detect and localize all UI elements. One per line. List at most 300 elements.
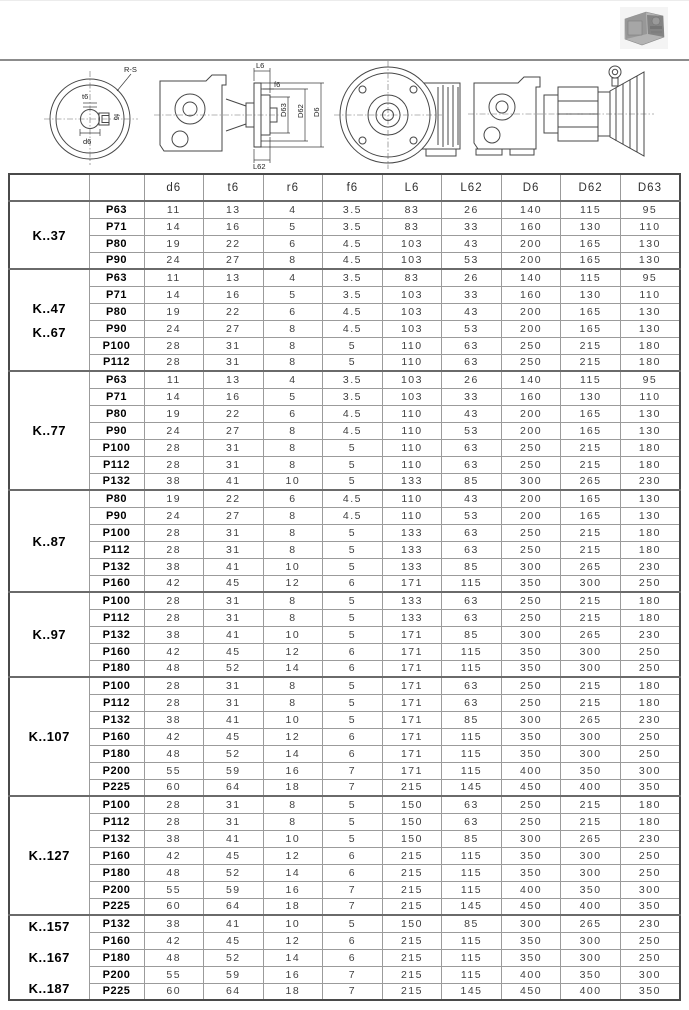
dimension-value-cell: 103: [382, 303, 442, 320]
dimension-value-cell: 165: [561, 303, 621, 320]
dimension-value-cell: 13: [204, 371, 264, 388]
motor-size-cell: P71: [89, 218, 144, 235]
dimension-value-cell: 350: [561, 881, 621, 898]
gear-unit-group-label: K..67: [32, 324, 67, 340]
dimension-value-cell: 3.5: [323, 201, 383, 218]
dimension-value-cell: 19: [144, 405, 204, 422]
dimension-value-cell: 250: [620, 728, 680, 745]
dimension-value-cell: 31: [204, 541, 264, 558]
dimensions-table: [8, 173, 681, 1001]
table-row: [9, 949, 680, 966]
table-row: [9, 439, 680, 456]
dimensions-table-body: [9, 201, 680, 1000]
dimension-value-cell: 215: [561, 541, 621, 558]
motor-size-cell: P200: [89, 762, 144, 779]
dimension-value-cell: 48: [144, 745, 204, 762]
dimension-value-cell: 215: [382, 847, 442, 864]
dimension-value-cell: 171: [382, 728, 442, 745]
table-row: [9, 286, 680, 303]
dimension-value-cell: 28: [144, 337, 204, 354]
dimension-value-cell: 115: [442, 847, 502, 864]
header-blank-group-cell: [9, 174, 89, 201]
dimension-value-cell: 165: [561, 405, 621, 422]
dimension-value-cell: 63: [442, 609, 502, 626]
dimension-value-cell: 27: [204, 422, 264, 439]
dimension-value-cell: 171: [382, 677, 442, 694]
dimension-value-cell: 8: [263, 813, 323, 830]
dimension-value-cell: 215: [561, 694, 621, 711]
dimension-value-cell: 115: [442, 949, 502, 966]
table-row: [9, 201, 680, 218]
dimension-value-cell: 95: [620, 371, 680, 388]
dimension-value-cell: 200: [501, 507, 561, 524]
dimension-value-cell: 18: [263, 779, 323, 796]
dimension-value-cell: 28: [144, 796, 204, 813]
dimension-value-cell: 24: [144, 252, 204, 269]
dimension-value-cell: 230: [620, 626, 680, 643]
dimension-value-cell: 171: [382, 660, 442, 677]
dimension-value-cell: 38: [144, 711, 204, 728]
dimension-value-cell: 300: [561, 745, 621, 762]
motor-size-cell: P71: [89, 286, 144, 303]
motor-size-cell: P100: [89, 337, 144, 354]
dimension-value-cell: 110: [382, 456, 442, 473]
dimension-value-cell: 250: [501, 337, 561, 354]
dimension-value-cell: 215: [561, 592, 621, 609]
motor-size-cell: P80: [89, 405, 144, 422]
dimension-value-cell: 26: [442, 269, 502, 286]
motor-size-cell: P132: [89, 558, 144, 575]
dimension-value-cell: 215: [561, 439, 621, 456]
table-row: [9, 915, 680, 932]
table-row: [9, 422, 680, 439]
dimension-value-cell: 5: [323, 609, 383, 626]
motor-size-cell: P100: [89, 677, 144, 694]
side-view-L6-label: L6: [256, 61, 265, 70]
dimension-value-cell: 400: [501, 881, 561, 898]
dimension-value-cell: 350: [501, 745, 561, 762]
motor-size-cell: P132: [89, 915, 144, 932]
dimension-value-cell: 14: [263, 864, 323, 881]
dimension-value-cell: 3.5: [323, 371, 383, 388]
group-label-cell: [9, 269, 89, 371]
group-label-cell: [9, 796, 89, 915]
dimension-value-cell: 133: [382, 592, 442, 609]
dimension-value-cell: 42: [144, 932, 204, 949]
dimension-value-cell: 8: [263, 609, 323, 626]
dimension-value-cell: 6: [323, 949, 383, 966]
dimension-value-cell: 130: [620, 422, 680, 439]
table-row: [9, 847, 680, 864]
dimension-value-cell: 43: [442, 303, 502, 320]
dimension-value-cell: 133: [382, 473, 442, 490]
dimension-value-cell: 7: [323, 898, 383, 915]
dimension-value-cell: 180: [620, 354, 680, 371]
dimension-value-cell: 63: [442, 796, 502, 813]
dimension-value-cell: 265: [561, 558, 621, 575]
motor-size-cell: P225: [89, 983, 144, 1000]
dimension-value-cell: 300: [561, 728, 621, 745]
dimension-value-cell: 43: [442, 235, 502, 252]
dimension-value-cell: 115: [442, 745, 502, 762]
dimension-value-cell: 350: [561, 966, 621, 983]
dimension-value-cell: 48: [144, 949, 204, 966]
dimension-value-cell: 215: [561, 813, 621, 830]
table-row: [9, 592, 680, 609]
dimension-value-cell: 26: [442, 371, 502, 388]
end-view-d6-label: d6: [83, 137, 92, 146]
dimension-value-cell: 31: [204, 694, 264, 711]
dimension-value-cell: 5: [263, 286, 323, 303]
dimension-value-cell: 110: [382, 507, 442, 524]
dimension-value-cell: 10: [263, 626, 323, 643]
dimension-value-cell: 4.5: [323, 490, 383, 507]
dimension-value-cell: 230: [620, 915, 680, 932]
table-row: [9, 303, 680, 320]
dimension-value-cell: 115: [442, 728, 502, 745]
dimension-value-cell: 31: [204, 796, 264, 813]
dimension-value-cell: 13: [204, 269, 264, 286]
dimension-value-cell: 6: [323, 660, 383, 677]
dimension-value-cell: 31: [204, 439, 264, 456]
dimension-value-cell: 63: [442, 439, 502, 456]
dimension-value-cell: 180: [620, 541, 680, 558]
end-view-section-label: R-S: [124, 65, 137, 74]
dimension-value-cell: 150: [382, 915, 442, 932]
dimension-value-cell: 16: [204, 388, 264, 405]
dimension-value-cell: 133: [382, 541, 442, 558]
dimension-value-cell: 110: [382, 490, 442, 507]
dimension-value-cell: 18: [263, 983, 323, 1000]
table-row: [9, 456, 680, 473]
dimension-value-cell: 16: [204, 218, 264, 235]
dimension-value-cell: 53: [442, 252, 502, 269]
dimension-value-cell: 6: [263, 303, 323, 320]
dimension-value-cell: 130: [620, 490, 680, 507]
dimension-value-cell: 171: [382, 643, 442, 660]
dimension-value-cell: 300: [561, 643, 621, 660]
table-row: [9, 371, 680, 388]
dimension-value-cell: 52: [204, 660, 264, 677]
dimension-value-cell: 85: [442, 558, 502, 575]
dimension-value-cell: 10: [263, 830, 323, 847]
dimension-value-cell: 300: [620, 966, 680, 983]
dimension-value-cell: 42: [144, 847, 204, 864]
dimension-value-cell: 19: [144, 490, 204, 507]
dimension-value-cell: 4: [263, 371, 323, 388]
dimension-value-cell: 215: [382, 898, 442, 915]
dimension-value-cell: 8: [263, 252, 323, 269]
dimension-value-cell: 450: [501, 983, 561, 1000]
motor-size-cell: P112: [89, 813, 144, 830]
dimension-value-cell: 103: [382, 286, 442, 303]
dimension-value-cell: 38: [144, 626, 204, 643]
dimension-value-cell: 8: [263, 354, 323, 371]
dimension-value-cell: 250: [501, 541, 561, 558]
table-row: [9, 269, 680, 286]
side-view-f6-label: f6: [274, 80, 281, 89]
dimension-value-cell: 215: [382, 779, 442, 796]
dimension-value-cell: 4.5: [323, 303, 383, 320]
dimension-value-cell: 150: [382, 796, 442, 813]
dimension-value-cell: 19: [144, 303, 204, 320]
dimension-value-cell: 300: [501, 915, 561, 932]
dimension-value-cell: 28: [144, 677, 204, 694]
dimension-value-cell: 5: [263, 388, 323, 405]
motor-size-cell: P160: [89, 643, 144, 660]
dimension-value-cell: 4: [263, 201, 323, 218]
dimension-value-cell: 64: [204, 779, 264, 796]
dimension-value-cell: 250: [620, 643, 680, 660]
table-row: [9, 490, 680, 507]
dimension-value-cell: 12: [263, 932, 323, 949]
dimension-value-cell: 400: [561, 983, 621, 1000]
dimension-value-cell: 95: [620, 269, 680, 286]
dimension-value-cell: 3.5: [323, 388, 383, 405]
table-row: [9, 745, 680, 762]
dimension-value-cell: 145: [442, 779, 502, 796]
dimension-value-cell: 85: [442, 915, 502, 932]
table-row: [9, 609, 680, 626]
dimension-value-cell: 103: [382, 235, 442, 252]
table-row: [9, 983, 680, 1000]
dimension-value-cell: 250: [501, 609, 561, 626]
dimension-value-cell: 63: [442, 354, 502, 371]
dimension-value-cell: 171: [382, 745, 442, 762]
dimension-value-cell: 300: [561, 932, 621, 949]
dimension-value-cell: 103: [382, 320, 442, 337]
dimension-value-cell: 180: [620, 813, 680, 830]
motor-size-cell: P180: [89, 745, 144, 762]
dimension-value-cell: 215: [561, 354, 621, 371]
dimension-value-cell: 5: [323, 473, 383, 490]
motor-size-cell: P80: [89, 303, 144, 320]
dimension-value-cell: 63: [442, 337, 502, 354]
dimension-value-cell: 31: [204, 592, 264, 609]
dimension-value-cell: 5: [323, 558, 383, 575]
dimension-value-cell: 110: [620, 388, 680, 405]
dimension-value-cell: 115: [561, 269, 621, 286]
dimension-value-cell: 31: [204, 677, 264, 694]
table-row: [9, 694, 680, 711]
dimension-value-cell: 14: [144, 388, 204, 405]
dimension-value-cell: 215: [561, 337, 621, 354]
dimension-value-cell: 300: [561, 660, 621, 677]
dimension-value-cell: 265: [561, 711, 621, 728]
dimension-value-cell: 63: [442, 524, 502, 541]
dimension-value-cell: 115: [442, 575, 502, 592]
dimension-value-cell: 45: [204, 932, 264, 949]
dimension-value-cell: 14: [263, 660, 323, 677]
table-row: [9, 779, 680, 796]
group-label-cell: [9, 592, 89, 677]
motor-size-cell: P80: [89, 235, 144, 252]
dimension-value-cell: 24: [144, 320, 204, 337]
dimensions-table-container: [8, 173, 681, 1001]
dimension-value-cell: 200: [501, 405, 561, 422]
dimension-value-cell: 63: [442, 592, 502, 609]
dimension-value-cell: 200: [501, 252, 561, 269]
group-label-cell: [9, 371, 89, 490]
dimension-value-cell: 43: [442, 405, 502, 422]
dimension-value-cell: 133: [382, 558, 442, 575]
dimension-value-cell: 140: [501, 371, 561, 388]
side-view-D63-label: D63: [279, 103, 288, 117]
dimension-value-cell: 215: [561, 524, 621, 541]
dimension-value-cell: 8: [263, 524, 323, 541]
dimension-value-cell: 180: [620, 524, 680, 541]
dimension-value-cell: 8: [263, 541, 323, 558]
dimension-value-cell: 14: [144, 286, 204, 303]
dimension-value-cell: 250: [620, 847, 680, 864]
motor-size-cell: P112: [89, 541, 144, 558]
dimension-value-cell: 110: [382, 439, 442, 456]
dimension-value-cell: 16: [263, 966, 323, 983]
gearmotor-photo: [620, 7, 668, 49]
motor-size-cell: P71: [89, 388, 144, 405]
column-header: f6: [323, 174, 383, 201]
dimension-value-cell: 165: [561, 507, 621, 524]
dimension-value-cell: 95: [620, 201, 680, 218]
column-header: d6: [144, 174, 204, 201]
dimension-value-cell: 48: [144, 864, 204, 881]
dimension-value-cell: 250: [620, 932, 680, 949]
dimension-value-cell: 130: [620, 252, 680, 269]
dimension-value-cell: 6: [323, 932, 383, 949]
dimension-value-cell: 10: [263, 915, 323, 932]
table-row: [9, 932, 680, 949]
dimension-value-cell: 52: [204, 745, 264, 762]
dimension-value-cell: 450: [501, 779, 561, 796]
dimension-value-cell: 250: [620, 864, 680, 881]
dimension-value-cell: 7: [323, 779, 383, 796]
gear-unit-group-label: K..127: [28, 848, 70, 863]
dimension-value-cell: 5: [323, 439, 383, 456]
table-row: [9, 320, 680, 337]
dimension-value-cell: 350: [501, 643, 561, 660]
table-row: [9, 337, 680, 354]
dimension-value-cell: 350: [501, 864, 561, 881]
group-label-cell: [9, 201, 89, 269]
dimension-value-cell: 200: [501, 320, 561, 337]
dimension-value-cell: 110: [620, 286, 680, 303]
dimension-value-cell: 165: [561, 320, 621, 337]
dimension-value-cell: 5: [323, 354, 383, 371]
gear-unit-group-label: K..107: [28, 729, 70, 744]
dimension-value-cell: 63: [442, 694, 502, 711]
dimension-value-cell: 38: [144, 473, 204, 490]
dimension-value-cell: 28: [144, 541, 204, 558]
gear-unit-group-label: K..167: [28, 950, 70, 965]
dimension-value-cell: 3.5: [323, 269, 383, 286]
table-row: [9, 677, 680, 694]
dimension-value-cell: 215: [561, 796, 621, 813]
dimension-value-cell: 14: [263, 949, 323, 966]
dimension-value-cell: 85: [442, 830, 502, 847]
dimension-value-cell: 215: [382, 864, 442, 881]
table-row: [9, 575, 680, 592]
dimension-value-cell: 215: [382, 932, 442, 949]
dimension-value-cell: 6: [323, 864, 383, 881]
dimension-value-cell: 83: [382, 201, 442, 218]
dimension-value-cell: 350: [501, 660, 561, 677]
dimension-value-cell: 171: [382, 711, 442, 728]
motor-size-cell: P132: [89, 830, 144, 847]
motor-size-cell: P132: [89, 626, 144, 643]
dimension-value-cell: 215: [561, 456, 621, 473]
gear-unit-group-label: K..37: [32, 227, 67, 243]
dimension-value-cell: 8: [263, 796, 323, 813]
dimension-value-cell: 5: [323, 626, 383, 643]
dimension-value-cell: 22: [204, 490, 264, 507]
dimension-value-cell: 7: [323, 966, 383, 983]
dimension-value-cell: 300: [501, 711, 561, 728]
end-view-t6-label: t6: [82, 92, 89, 101]
dimension-value-cell: 140: [501, 269, 561, 286]
motor-size-cell: P90: [89, 507, 144, 524]
dimension-value-cell: 4.5: [323, 235, 383, 252]
dimension-value-cell: 8: [263, 507, 323, 524]
table-row: [9, 796, 680, 813]
dimension-value-cell: 130: [561, 286, 621, 303]
dimension-value-cell: 31: [204, 524, 264, 541]
dimension-value-cell: 42: [144, 728, 204, 745]
dimension-value-cell: 53: [442, 507, 502, 524]
table-row: [9, 813, 680, 830]
dimension-value-cell: 12: [263, 728, 323, 745]
dimension-value-cell: 180: [620, 796, 680, 813]
dimension-value-cell: 85: [442, 626, 502, 643]
motor-size-cell: P180: [89, 949, 144, 966]
dimension-value-cell: 53: [442, 422, 502, 439]
motor-size-cell: P100: [89, 524, 144, 541]
dimension-value-cell: 24: [144, 507, 204, 524]
dimension-value-cell: 45: [204, 847, 264, 864]
dimension-value-cell: 7: [323, 983, 383, 1000]
dimension-value-cell: 133: [382, 524, 442, 541]
dimension-value-cell: 230: [620, 711, 680, 728]
side-view-D6-label: D6: [312, 107, 321, 117]
dimension-value-cell: 350: [561, 762, 621, 779]
dimension-value-cell: 130: [561, 388, 621, 405]
dimension-value-cell: 83: [382, 218, 442, 235]
motor-size-cell: P225: [89, 898, 144, 915]
dimension-value-cell: 28: [144, 813, 204, 830]
dimension-value-cell: 11: [144, 371, 204, 388]
dimension-value-cell: 5: [323, 813, 383, 830]
dimension-value-cell: 4: [263, 269, 323, 286]
dimension-value-cell: 6: [263, 490, 323, 507]
dimension-value-cell: 63: [442, 677, 502, 694]
dimension-value-cell: 250: [620, 660, 680, 677]
dimension-value-cell: 8: [263, 677, 323, 694]
table-row: [9, 524, 680, 541]
dimension-value-cell: 110: [382, 337, 442, 354]
dimension-value-cell: 43: [442, 490, 502, 507]
dimension-value-cell: 52: [204, 864, 264, 881]
dimension-value-cell: 215: [561, 677, 621, 694]
dimension-value-cell: 110: [620, 218, 680, 235]
dimension-value-cell: 14: [144, 218, 204, 235]
dimension-value-cell: 19: [144, 235, 204, 252]
dimension-value-cell: 85: [442, 711, 502, 728]
dimension-value-cell: 130: [620, 235, 680, 252]
dimension-value-cell: 165: [561, 490, 621, 507]
dimension-value-cell: 31: [204, 456, 264, 473]
dimension-value-cell: 250: [501, 439, 561, 456]
dimension-value-cell: 6: [323, 728, 383, 745]
dimension-value-cell: 4.5: [323, 405, 383, 422]
